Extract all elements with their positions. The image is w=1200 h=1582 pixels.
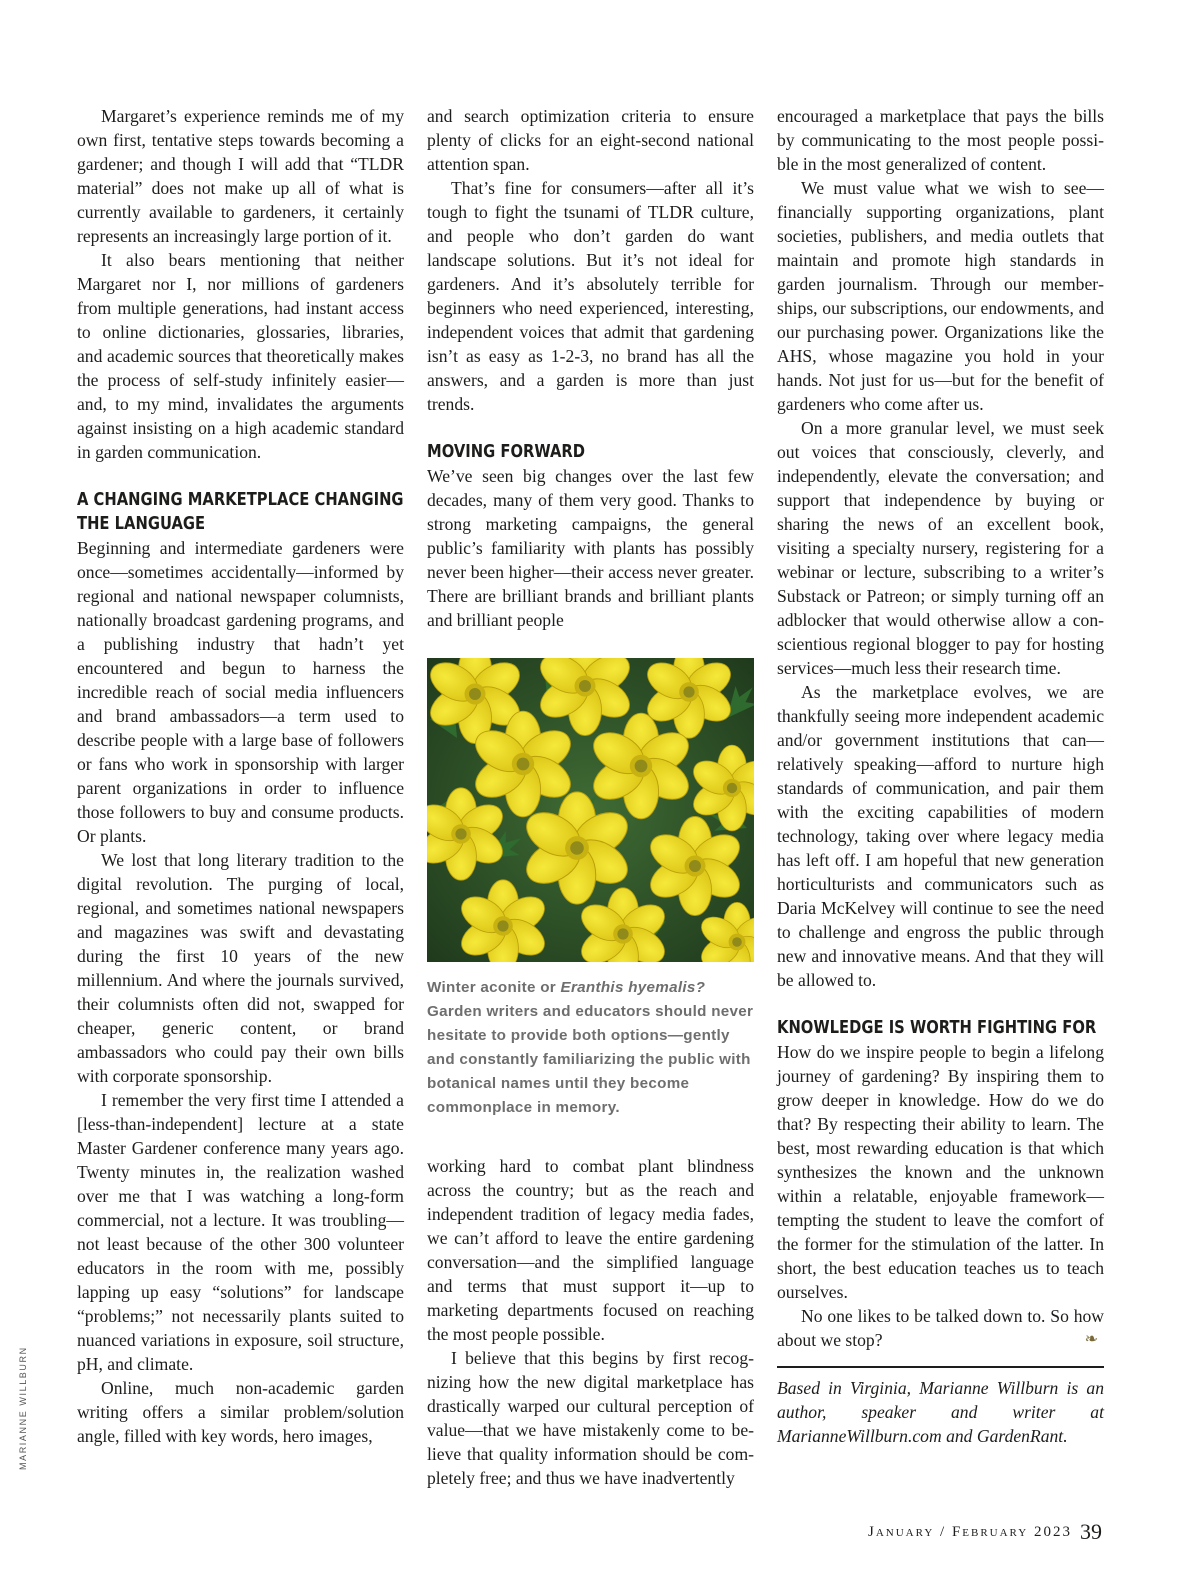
paragraph: Online, much non-academic garden writing offers a similar problem/solution angle, filled with key words, hero images, xyxy=(77,1378,404,1446)
author-bio: Based in Virginia, Marianne Willburn is an author, speaker and writer at MarianneWillburn.com and GardenRant. xyxy=(777,1378,1104,1446)
article-column-2 xyxy=(427,104,754,1490)
section-heading: KNOWLEDGE IS WORTH FIGHTING FOR xyxy=(777,1017,1097,1038)
paragraph: It also bears mentioning that neither Margaret nor I, nor millions of gardeners from multiple generations, had instant access to online dictionaries, glossaries, libraries, and academic sources that theoretically makes the process of self-study infinitely easier—and, to my mind, invalidates the arguments against insisting on a high academic standard in garden communication. xyxy=(77,250,404,462)
paragraph: We’ve seen big changes over the last few decades, many of them very good. Thanks to strong marketing campaigns, the general public’s familiarity with plants has possibly never been higher—their access never greater. There are brilliant brands and brilliant plants and brilliant people xyxy=(427,466,754,630)
closing-text: No one likes to be talked down to. So how about we stop? xyxy=(777,1306,1104,1350)
photo-credit: MARIANNE WILLBURN xyxy=(18,1346,28,1470)
page-number: 39 xyxy=(1080,1519,1102,1544)
article-column-1 xyxy=(77,104,404,1448)
paragraph: I remember the very first time I attended a [less-than-independent] lecture at a state Master Gardener conference many years ago. Twenty minutes in, the realization washed over me that I was watching a long-form commercial, not a lecture. It was troubling—not least because of the other 300 volunteer educators in the room with me, possibly lapping up easy “solutions” for landscape “problems;” not necessarily plants suited to nuanced variations in exposure, soil structure, pH, and climate. xyxy=(77,1090,404,1374)
end-mark-icon: ❧ xyxy=(1084,1331,1098,1348)
section-heading: MOVING FORWARD xyxy=(427,441,586,462)
article-column-3 xyxy=(777,104,1104,1448)
paragraph: Margaret’s experience reminds me of my own first, tentative steps towards becoming a gardener; and though I will add that “TLDR material” does not make up all of what is currently available to gardeners, it certainly represents an increasingly large portion of it. xyxy=(77,106,404,246)
photo-caption: Winter aconite or Eranthis hyemalis? Garden writers and educators should never hesitate to provide both options—gently and constantly familiarizing the public with botanical names until they become commonplace in memory. xyxy=(427,979,754,1116)
paragraph: That’s fine for consumers—after all it’s tough to fight the tsunami of TLDR culture, and people who don’t garden do want landscape solutions. But it’s not ideal for gardeners. And it’s absolutely terrible for beginners who need experienced, interesting, independent voices that admit that gardening isn’t as easy as 1-2-3, no brand has all the answers, and a garden is more than just trends. xyxy=(427,178,754,414)
issue-date: January / February 2023 xyxy=(867,1524,1072,1540)
paragraph: How do we inspire people to begin a lifelong journey of gardening? By inspiring them to grow deeper in knowledge. How do we do that? By respecting their ability to learn. The best, most rewarding education is that which synthesizes the known and the unknown within a relatable, enjoyable framework—tempting the student to leave the comfort of the former for the stimulation of the latter. In short, the best education teaches us to teach ourselves. xyxy=(777,1042,1104,1302)
paragraph xyxy=(777,1304,1104,1352)
paragraph: encouraged a marketplace that pays the bills by communicating to the most people possible in the most generalized of content. xyxy=(777,106,1104,174)
paragraph: We lost that long literary tradition to the digital revolution. The purging of local, regional, and sometimes national newspapers and magazines was swift and devastating during the first 10 years of the new millennium. And where the journals survived, their columnists often did not, swapped for cheaper, generic content, or brand ambassadors who could pay their own bills with corporate sponsorship. xyxy=(77,850,404,1086)
flower-illustration xyxy=(427,658,754,962)
paragraph: We must value what we wish to see—financially supporting organizations, plant societies, publishers, and media outlets that maintain and promote high standards in garden journalism. Through our memberships, our subscriptions, our endowments, and our purchasing power. Organizations like the AHS, whose magazine you hold in your hands. Not just for us—but for the benefit of gardeners who come after us. xyxy=(777,178,1104,414)
paragraph: Beginning and intermediate gardeners were once—sometimes accidentally—informed by regional and national newspaper columnists, nationally broadcast gardening programs, and a publishing industry that hadn’t yet encountered and begun to harness the incredible reach of social media influencers and brand ambassadors—a term used to describe people with a large base of followers or fans who work in sponsorship with larger parent organizations in order to influence those followers to buy and consume products. Or plants. xyxy=(77,538,404,846)
paragraph: On a more granular level, we must seek out voices that consciously, cleverly, and independently, elevate the conversation; and support that independence by buying or sharing the news of an excellent book, visiting a specialty nursery, registering for a webinar or lecture, subscribing to a writer’s Substack or Patreon; or simply turning off an adblocker that would otherwise allow a conscientious regional blogger to pay for hosting services—much less their research time. xyxy=(777,418,1104,678)
bio-divider xyxy=(777,1366,1104,1368)
paragraph: and search optimization criteria to ensure plenty of clicks for an eight-second national attention span. xyxy=(427,106,754,174)
section-heading: A CHANGING MARKETPLACE CHANGING THE LANGUAGE xyxy=(77,489,404,534)
paragraph: I believe that this begins by first recognizing how the new digital marketplace has drastically warped our cultural perception of value—that we have mistakenly come to believe that quality information should be completely free; and thus we have inadvertently xyxy=(427,1348,754,1488)
winter-aconite-photo xyxy=(427,658,754,962)
paragraph: working hard to combat plant blindness across the country; but as the reach and independent tradition of legacy media fades, we can’t afford to leave the entire gardening conversation—and the simplified language and terms that must support it—up to marketing departments focused on reaching the most people possible. xyxy=(427,1156,754,1344)
paragraph: As the marketplace evolves, we are thankfully seeing more independent academic and/or government institutions that can—relatively speaking—afford to nurture high standards of communication, and pair them with the exciting capabilities of modern technology, taking over where legacy media has left off. I am hopeful that new generation horticulturists and communicators such as Daria McKelvey will continue to see the need to challenge and engross the public through new and innovative means. And that they will be allowed to. xyxy=(777,682,1104,990)
